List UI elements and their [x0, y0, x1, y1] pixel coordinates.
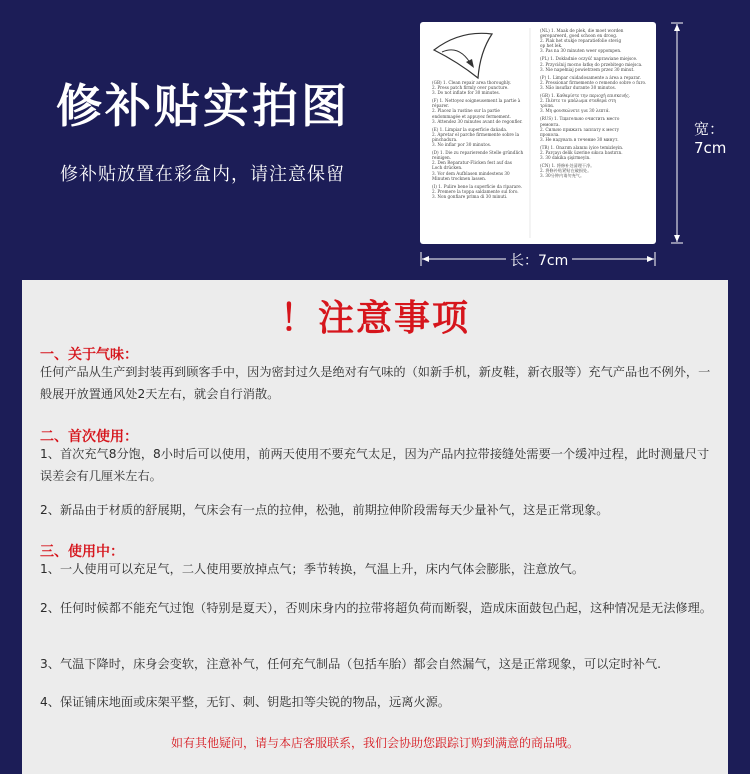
section-text-smell: 任何产品从生产到封装再到顾客手中，因为密封过久是绝对有气味的（如新手机，新皮鞋，新衣服等）充气产品也不例外，一般展开放置通风处2天左右，就会自行消散。 — [40, 365, 711, 401]
patch-text-block: (P) 1. Limpar cuidadosamente a área a reparar. 2. Pressionar firmemente o remendo sobre o furo. 3. Não insuflar durante 30 minutos. — [540, 74, 647, 90]
footer-note: 如有其他疑问，请与本店客服联系，我们会协助您跟踪订购到满意的商品哦。 — [170, 736, 579, 750]
notice-title: ！注意事项 — [279, 298, 470, 339]
repair-patch-photo — [420, 22, 656, 244]
width-label: 宽：7cm — [694, 120, 727, 157]
patch-text-block: (TR) 1. Onarım alanını iyice temizleyin. 2. Parçayı delik üzerine sıkıca bastırın. 3. 30 dakika şişirmeyin. — [540, 144, 624, 161]
first-use-item-2: 2、新品由于材质的舒展期，气床会有一点的拉伸，松弛，前期拉伸阶段需每天少量补气，这是正常现象。 — [40, 503, 609, 517]
in-use-item-4: 4、保证铺床地面或床架平整，无钉、刺、钥匙扣等尖锐的物品，远离火源。 — [40, 695, 450, 709]
page-title: 修补贴实拍图 — [56, 79, 350, 133]
first-use-item-1: 1、首次充气8分饱，8小时后可以使用，前两天使用不要充气太足，因为产品内拉带接缝处需要一个缓冲过程，此时测量尺寸误差会有几厘米左右。 — [40, 447, 710, 483]
patch-text-block: (PL) 1. Dokładnie oczyść naprawiane miejsce. 2. Przyciśnij mocno łatkę do przebitego miejsca. 3. Nie napełniaj powietrzem przez 30 minut. — [540, 56, 643, 72]
patch-text-block: (CN) 1. 将修补处清理干净。 2. 将修补贴紧贴在破损处。 3. 30分钟内请勿充气。 — [540, 163, 595, 179]
patch-text-block: (RUS) 1. Тщательно очистить место ремонта. 2. Сильно прижать заплату к месту прокола. 3. Не надувать в течение 30 минут. — [540, 116, 620, 142]
patch-text-block: (NL) 1. Maak de plek, die moet worden gerepareerd, goed schoon en droog. 2. Plak het stukje reparatiefolie stevig op het lek. 3. Pas na 30 minuten weer oppompen. — [540, 28, 624, 54]
section-heading-smell: 一、关于气味： — [40, 347, 138, 363]
patch-text-block: (E) 1. Limpiar la superficie dañada. 2. Apretar el parche firmemente sobre la pinchadura. 3. No inflar por 30 minutos. — [432, 126, 520, 148]
length-label: 长：7cm — [506, 250, 572, 270]
patch-text-block: (I) 1. Pulire bene la superficie da riparare. 2. Premere la toppa saldamente sul foro. 3. Non gonfiare prima di 30 minuti. — [432, 183, 523, 199]
patch-instructions-left — [432, 80, 540, 240]
in-use-item-2: 2、任何时候都不能充气过饱（特别是夏天），否则床身内的拉带将超负荷而断裂，造成床面鼓包凸起，这种情况是无法修理。 — [40, 601, 712, 615]
patch-text-block: (F) 1. Nettoyez soigneusement la partie à réparer. 2. Placez la rustine sur la partie endommagée et appuyez fermement. 3. Attendez 30 minutes avant de regonfler. — [432, 98, 523, 124]
patch-text-block: (D) 1. Die zu reparierende Stelle gründlich reinigen. 2. Den Reparatur-Flicken fest auf das Loch drücken. 3. Vor dem Aufblasen mindestens 30 Minuten trocknen lassen. — [432, 150, 524, 181]
patch-instructions-right — [540, 28, 648, 240]
in-use-item-1: 1、一人使用可以充足气，二人使用要放掉点气；季节转换，气温上升，床内气体会膨胀，注意放气。 — [40, 562, 585, 576]
width-dimension-line — [670, 22, 684, 244]
patch-text-block: (GR) 1. Καθαρίστε την περιοχή επισκευής. 2. Πιέστε το μπάλωμα σταθερά στη τρύπα. 3. Μη φουσκώνετε για 30 λεπτά. — [540, 93, 631, 114]
section-heading-first-use: 二、首次使用： — [40, 429, 138, 445]
header-banner — [0, 0, 750, 278]
notice-panel — [22, 280, 728, 774]
in-use-item-3: 3、气温下降时，床身会变软，注意补气，任何充气制品（包括车胎）都会自然漏气，这是正常现象，可以定时补气. — [40, 657, 662, 671]
patch-text-block: (GB) 1. Clean repair area thoroughly. 2. Press patch firmly over puncture. 3. Do not inflate for 30 minutes. — [432, 80, 512, 96]
page-subtitle: 修补贴放置在彩盒内，请注意保留 — [60, 164, 345, 185]
section-heading-in-use: 三、使用中： — [40, 544, 124, 560]
